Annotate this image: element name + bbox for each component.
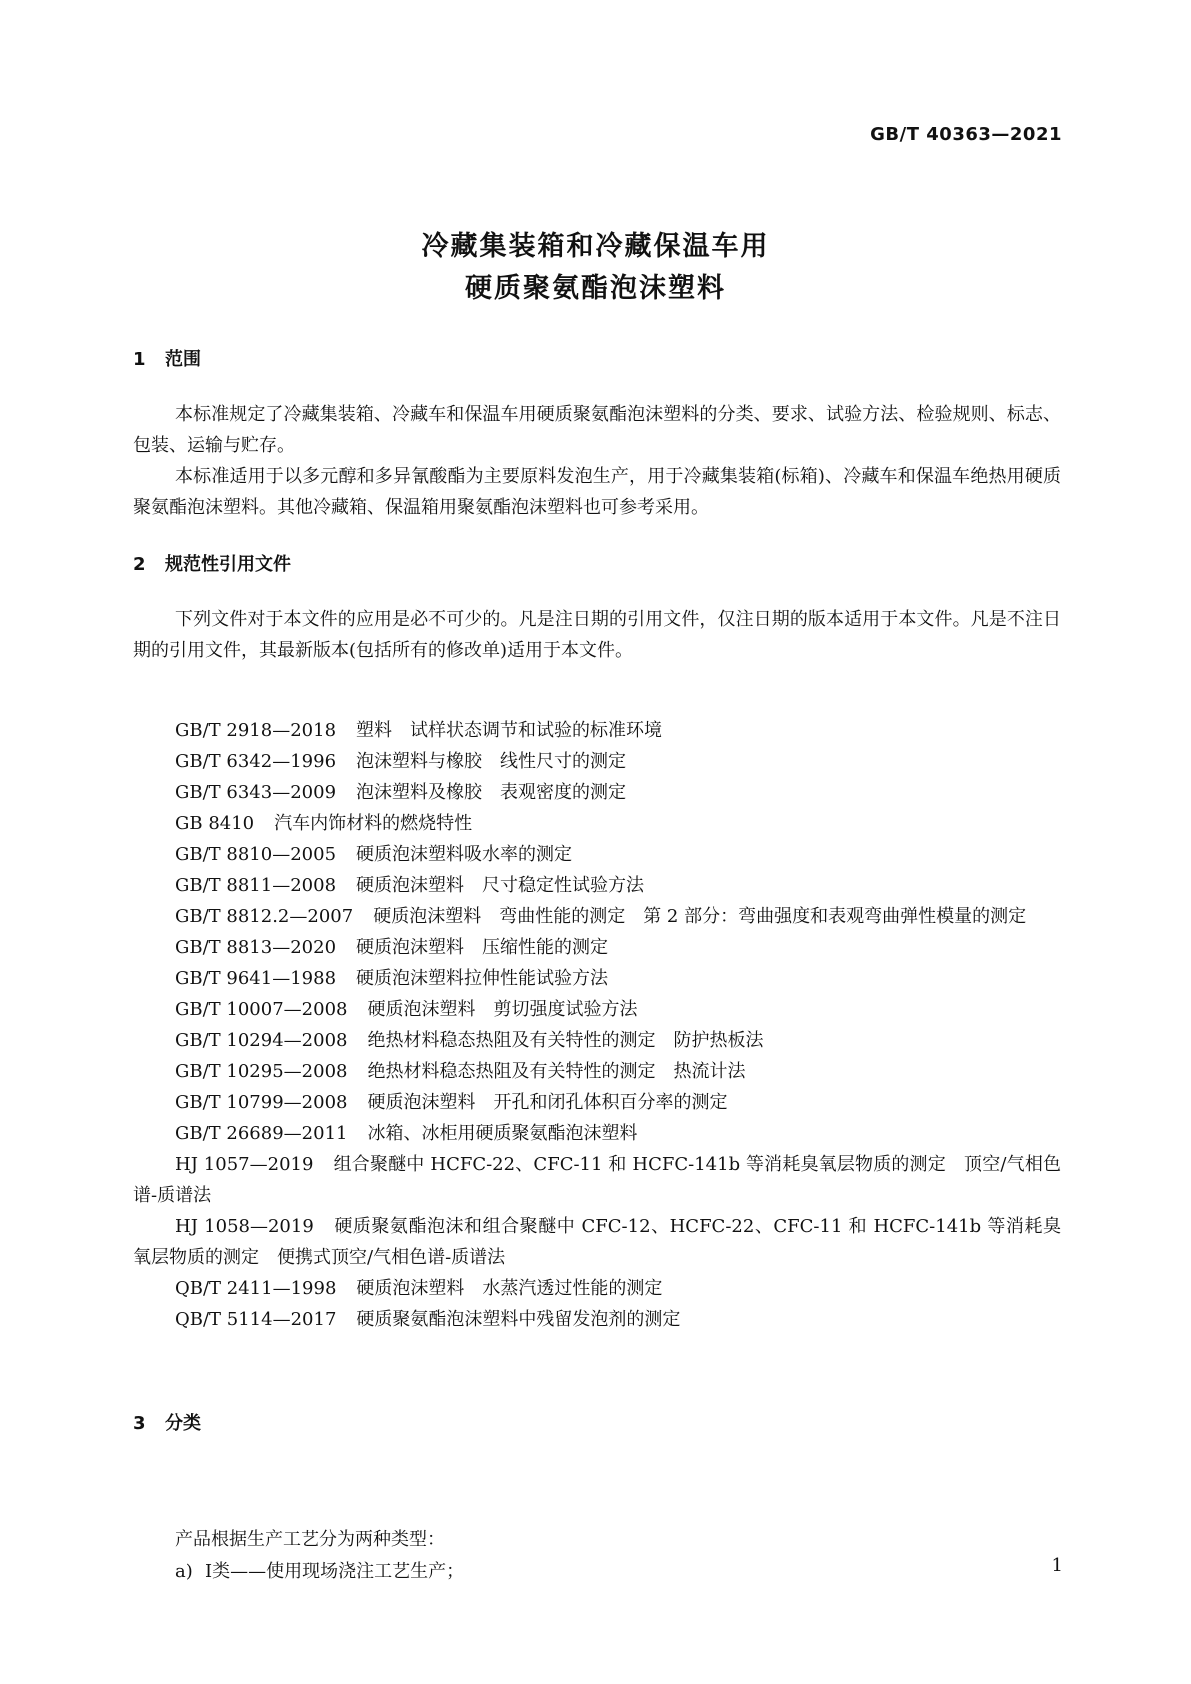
reference-item xyxy=(133,1025,1061,1056)
title-line-1: 冷藏集装箱和冷藏保温车用 xyxy=(421,231,770,262)
title-line-2: 硬质聚氨酯泡沫塑料 xyxy=(465,273,726,304)
section-1-paragraph-2: 本标准适用于以多元醇和多异氰酸酯为主要原料发泡生产，用于冷藏集装箱(标箱)、冷藏车和保温车绝热用硬质聚氨酯泡沫塑料。其他冷藏箱、保温箱用聚氨酯泡沫塑料也可参考采用。 xyxy=(133,466,1061,518)
reference-title: 硬质聚氨酯泡沫和组合聚醚中 CFC-12、HCFC-22、CFC-11 和 HCFC-141b 等消耗臭氧层物质的测定 便携式顶空/气相色谱-质谱法 xyxy=(133,1216,1061,1268)
list-item-text: Ⅰ类——使用现场浇注工艺生产； xyxy=(205,1561,465,1582)
reference-code: GB/T 8813—2020 xyxy=(175,937,337,958)
document-title xyxy=(0,226,1191,310)
section-number: 2 xyxy=(133,554,146,575)
section-1-heading xyxy=(133,345,201,371)
reference-title: 组合聚醚中 HCFC-22、CFC-11 和 HCFC-141b 等消耗臭氧层物质的测定 顶空/气相色谱-质谱法 xyxy=(133,1154,1061,1206)
reference-code: GB/T 9641—1988 xyxy=(175,968,337,989)
page-number: 1 xyxy=(1051,1555,1063,1576)
reference-title: 绝热材料稳态热阻及有关特性的测定 热流计法 xyxy=(367,1061,746,1082)
reference-title: 硬质泡沫塑料 尺寸稳定性试验方法 xyxy=(356,875,645,896)
reference-code: GB/T 26689—2011 xyxy=(175,1123,348,1144)
reference-item xyxy=(133,932,1061,963)
reference-code: GB/T 10007—2008 xyxy=(175,999,348,1020)
list-marker: a) xyxy=(175,1561,193,1582)
section-3-heading xyxy=(133,1409,201,1435)
section-title: 范围 xyxy=(165,349,201,370)
reference-code: GB 8410 xyxy=(175,813,255,834)
reference-item xyxy=(133,808,1061,839)
reference-item xyxy=(133,1304,1061,1335)
reference-title: 硬质泡沫塑料 水蒸汽透过性能的测定 xyxy=(356,1278,663,1299)
reference-title: 泡沫塑料与橡胶 线性尺寸的测定 xyxy=(356,751,627,772)
reference-code: GB/T 10294—2008 xyxy=(175,1030,348,1051)
section-1-paragraph-1: 本标准规定了冷藏集装箱、冷藏车和保温车用硬质聚氨酯泡沫塑料的分类、要求、试验方法、检验规则、标志、包装、运输与贮存。 xyxy=(133,404,1061,456)
reference-code: GB/T 2918—2018 xyxy=(175,720,337,741)
reference-title: 塑料 试样状态调节和试验的标准环境 xyxy=(356,720,663,741)
reference-item xyxy=(133,1056,1061,1087)
reference-title: 硬质聚氨酯泡沫塑料中残留发泡剂的测定 xyxy=(356,1309,681,1330)
reference-item xyxy=(133,715,1061,746)
reference-list xyxy=(133,715,1061,1335)
reference-title: 泡沫塑料及橡胶 表观密度的测定 xyxy=(356,782,627,803)
reference-item xyxy=(133,746,1061,777)
reference-item xyxy=(133,870,1061,901)
reference-item xyxy=(133,1118,1061,1149)
reference-code: GB/T 6342—1996 xyxy=(175,751,337,772)
section-number: 1 xyxy=(133,349,146,370)
standard-code: GB/T 40363—2021 xyxy=(870,124,1062,145)
section-2-intro: 下列文件对于本文件的应用是必不可少的。凡是注日期的引用文件，仅注日期的版本适用于本文件。凡是不注日期的引用文件，其最新版本(包括所有的修改单)适用于本文件。 xyxy=(133,609,1061,661)
section-number: 3 xyxy=(133,1413,146,1434)
reference-code: HJ 1058—2019 xyxy=(175,1216,314,1237)
section-title: 规范性引用文件 xyxy=(165,554,291,575)
section-2-heading xyxy=(133,550,291,576)
section-3-intro: 产品根据生产工艺分为两种类型： xyxy=(175,1529,445,1550)
reference-item xyxy=(133,901,1061,932)
reference-item xyxy=(133,1211,1061,1273)
reference-title: 冰箱、冰柜用硬质聚氨酯泡沫塑料 xyxy=(367,1123,638,1144)
reference-code: HJ 1057—2019 xyxy=(175,1154,314,1175)
reference-title: 硬质泡沫塑料 压缩性能的测定 xyxy=(356,937,609,958)
reference-code: GB/T 10799—2008 xyxy=(175,1092,348,1113)
reference-item xyxy=(133,777,1061,808)
reference-title: 硬质泡沫塑料 开孔和闭孔体积百分率的测定 xyxy=(367,1092,728,1113)
reference-title: 绝热材料稳态热阻及有关特性的测定 防护热板法 xyxy=(367,1030,764,1051)
reference-title: 硬质泡沫塑料 剪切强度试验方法 xyxy=(367,999,638,1020)
reference-code: GB/T 10295—2008 xyxy=(175,1061,348,1082)
reference-title: 硬质泡沫塑料吸水率的测定 xyxy=(356,844,573,865)
reference-item xyxy=(133,994,1061,1025)
reference-code: QB/T 2411—1998 xyxy=(175,1278,337,1299)
section-title: 分类 xyxy=(165,1413,201,1434)
reference-code: GB/T 8810—2005 xyxy=(175,844,337,865)
reference-item xyxy=(133,1149,1061,1211)
reference-code: GB/T 8812.2—2007 xyxy=(175,906,354,927)
reference-code: GB/T 8811—2008 xyxy=(175,875,337,896)
reference-title: 硬质泡沫塑料拉伸性能试验方法 xyxy=(356,968,609,989)
reference-code: QB/T 5114—2017 xyxy=(175,1309,337,1330)
reference-item xyxy=(133,963,1061,994)
reference-code: GB/T 6343—2009 xyxy=(175,782,337,803)
reference-item xyxy=(133,1087,1061,1118)
reference-title: 汽车内饰材料的燃烧特性 xyxy=(274,813,473,834)
reference-title: 硬质泡沫塑料 弯曲性能的测定 第 2 部分：弯曲强度和表观弯曲弹性模量的测定 xyxy=(373,906,1027,927)
reference-item xyxy=(133,839,1061,870)
classification-item-a xyxy=(175,1556,464,1587)
reference-item xyxy=(133,1273,1061,1304)
